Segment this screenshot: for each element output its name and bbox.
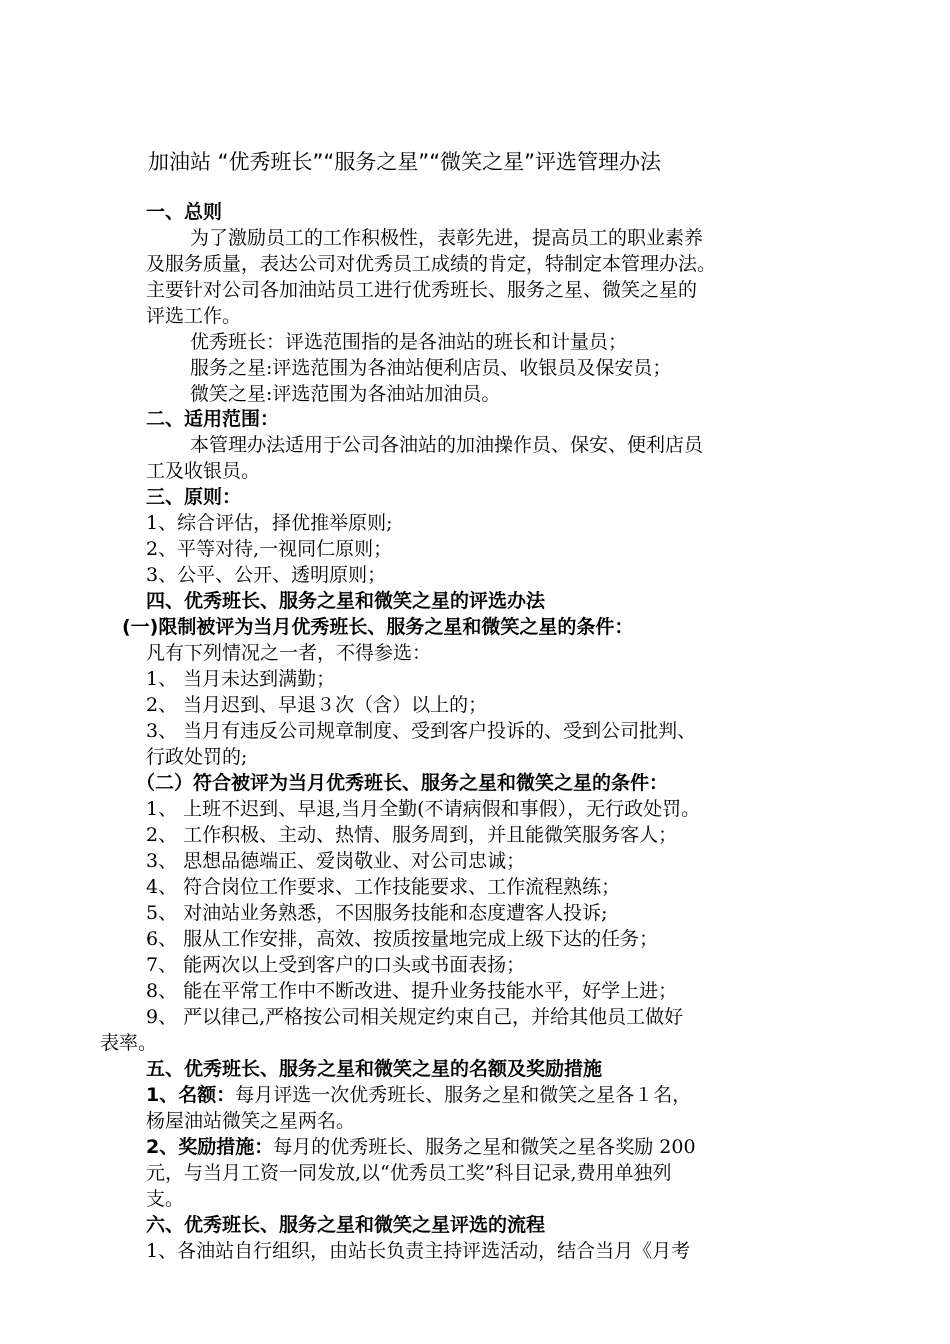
section-3-heading: 三、原则： [146,486,242,508]
list-item-continuation: 表率。 [100,1032,158,1054]
section-2-heading: 二、适用范围： [146,408,280,430]
section-6-heading: 六、优秀班长、服务之星和微笑之星评选的流程 [146,1214,546,1236]
quota-text: 每月评选一次优秀班长、服务之星和微笑之星各１名， [235,1084,692,1106]
list-item: 3、公平、公开、透明原则； [146,564,387,586]
list-item: 7、 能两次以上受到客户的口头或书面表扬； [146,954,526,976]
quota-line [146,1082,691,1108]
list-item: 1、综合评估，择优推举原则; [146,512,393,534]
reward-text: 每月的优秀班长、服务之星和微笑之星各奖励 200 [273,1136,696,1158]
list-item: 6、 服从工作安排，高效、按质按量地完成上级下达的任务； [146,928,659,950]
list-item: 9、 严以律己,严格按公司相关规定约束自己，并给其他员工做好 [146,1006,684,1028]
paragraph-line: 元，与当月工资一同发放,以“优秀员工奖”科目记录,费用单独列 [146,1162,672,1184]
paragraph-line: 凡有下列情况之一者，不得参选： [146,642,432,664]
list-item: 1、 当月未达到满勤； [146,668,336,690]
paragraph-line: 杨屋油站微笑之星两名。 [146,1110,356,1132]
list-item: 4、 符合岗位工作要求、工作技能要求、工作流程熟练； [146,876,621,898]
subsection-2-heading: （二）符合被评为当月优秀班长、服务之星和微笑之星的条件： [136,772,669,794]
list-item: 5、 对油站业务熟悉，不因服务技能和态度遭客人投诉; [146,902,608,924]
list-item: 8、 能在平常工作中不断改进、提升业务技能水平，好学上进； [146,980,678,1002]
reward-label: 2、奖励措施： [146,1136,274,1158]
list-item: 2、 工作积极、主动、热情、服务周到，并且能微笑服务客人； [146,824,678,846]
paragraph-line: 支。 [146,1188,185,1210]
paragraph-line: 及服务质量，表达公司对优秀员工成绩的肯定，特制定本管理办法。 [146,253,717,275]
paragraph-line: 为了激励员工的工作积极性，表彰先进，提高员工的职业素养 [190,227,704,249]
subsection-1-heading: (一)限制被评为当月优秀班长、服务之星和微笑之星的条件： [122,616,634,638]
list-item: 3、 当月有违反公司规章制度、受到客户投诉的、受到公司批判、 [146,720,697,742]
list-item: 2、平等对待,一视同仁原则； [146,538,393,560]
paragraph-line: 工及收银员。 [146,460,261,482]
scope-line: 微笑之星:评选范围为各油站加油员。 [190,383,501,405]
document-title: 加油站 “优秀班长”“服务之星”“微笑之星”评选管理办法 [148,150,661,174]
list-item: 2、 当月迟到、早退３次（含）以上的； [146,694,488,716]
paragraph-line: 本管理办法适用于公司各油站的加油操作员、保安、便利店员 [190,434,704,456]
scope-line: 优秀班长：评选范围指的是各油站的班长和计量员； [190,331,628,353]
quota-label: 1、名额： [146,1084,236,1106]
section-4-heading: 四、优秀班长、服务之星和微笑之星的评选办法 [146,590,546,612]
reward-line [146,1134,696,1160]
scope-line: 服务之星:评选范围为各油站便利店员、收银员及保安员； [190,357,672,379]
paragraph-line: 评选工作。 [146,305,242,327]
list-item: 1、 上班不迟到、早退,当月全勤(不请病假和事假），无行政处罚。 [146,798,701,820]
list-item: 1、各油站自行组织，由站长负责主持评选活动，结合当月《月考 [146,1240,691,1262]
list-item-continuation: 行政处罚的; [146,746,248,768]
paragraph-line: 主要针对公司各加油站员工进行优秀班长、服务之星、微笑之星的 [146,279,698,301]
section-1-heading: 一、总则 [146,201,223,223]
list-item: 3、 思想品德端正、爱岗敬业、对公司忠诚； [146,850,526,872]
section-5-heading: 五、优秀班长、服务之星和微笑之星的名额及奖励措施 [146,1058,603,1080]
